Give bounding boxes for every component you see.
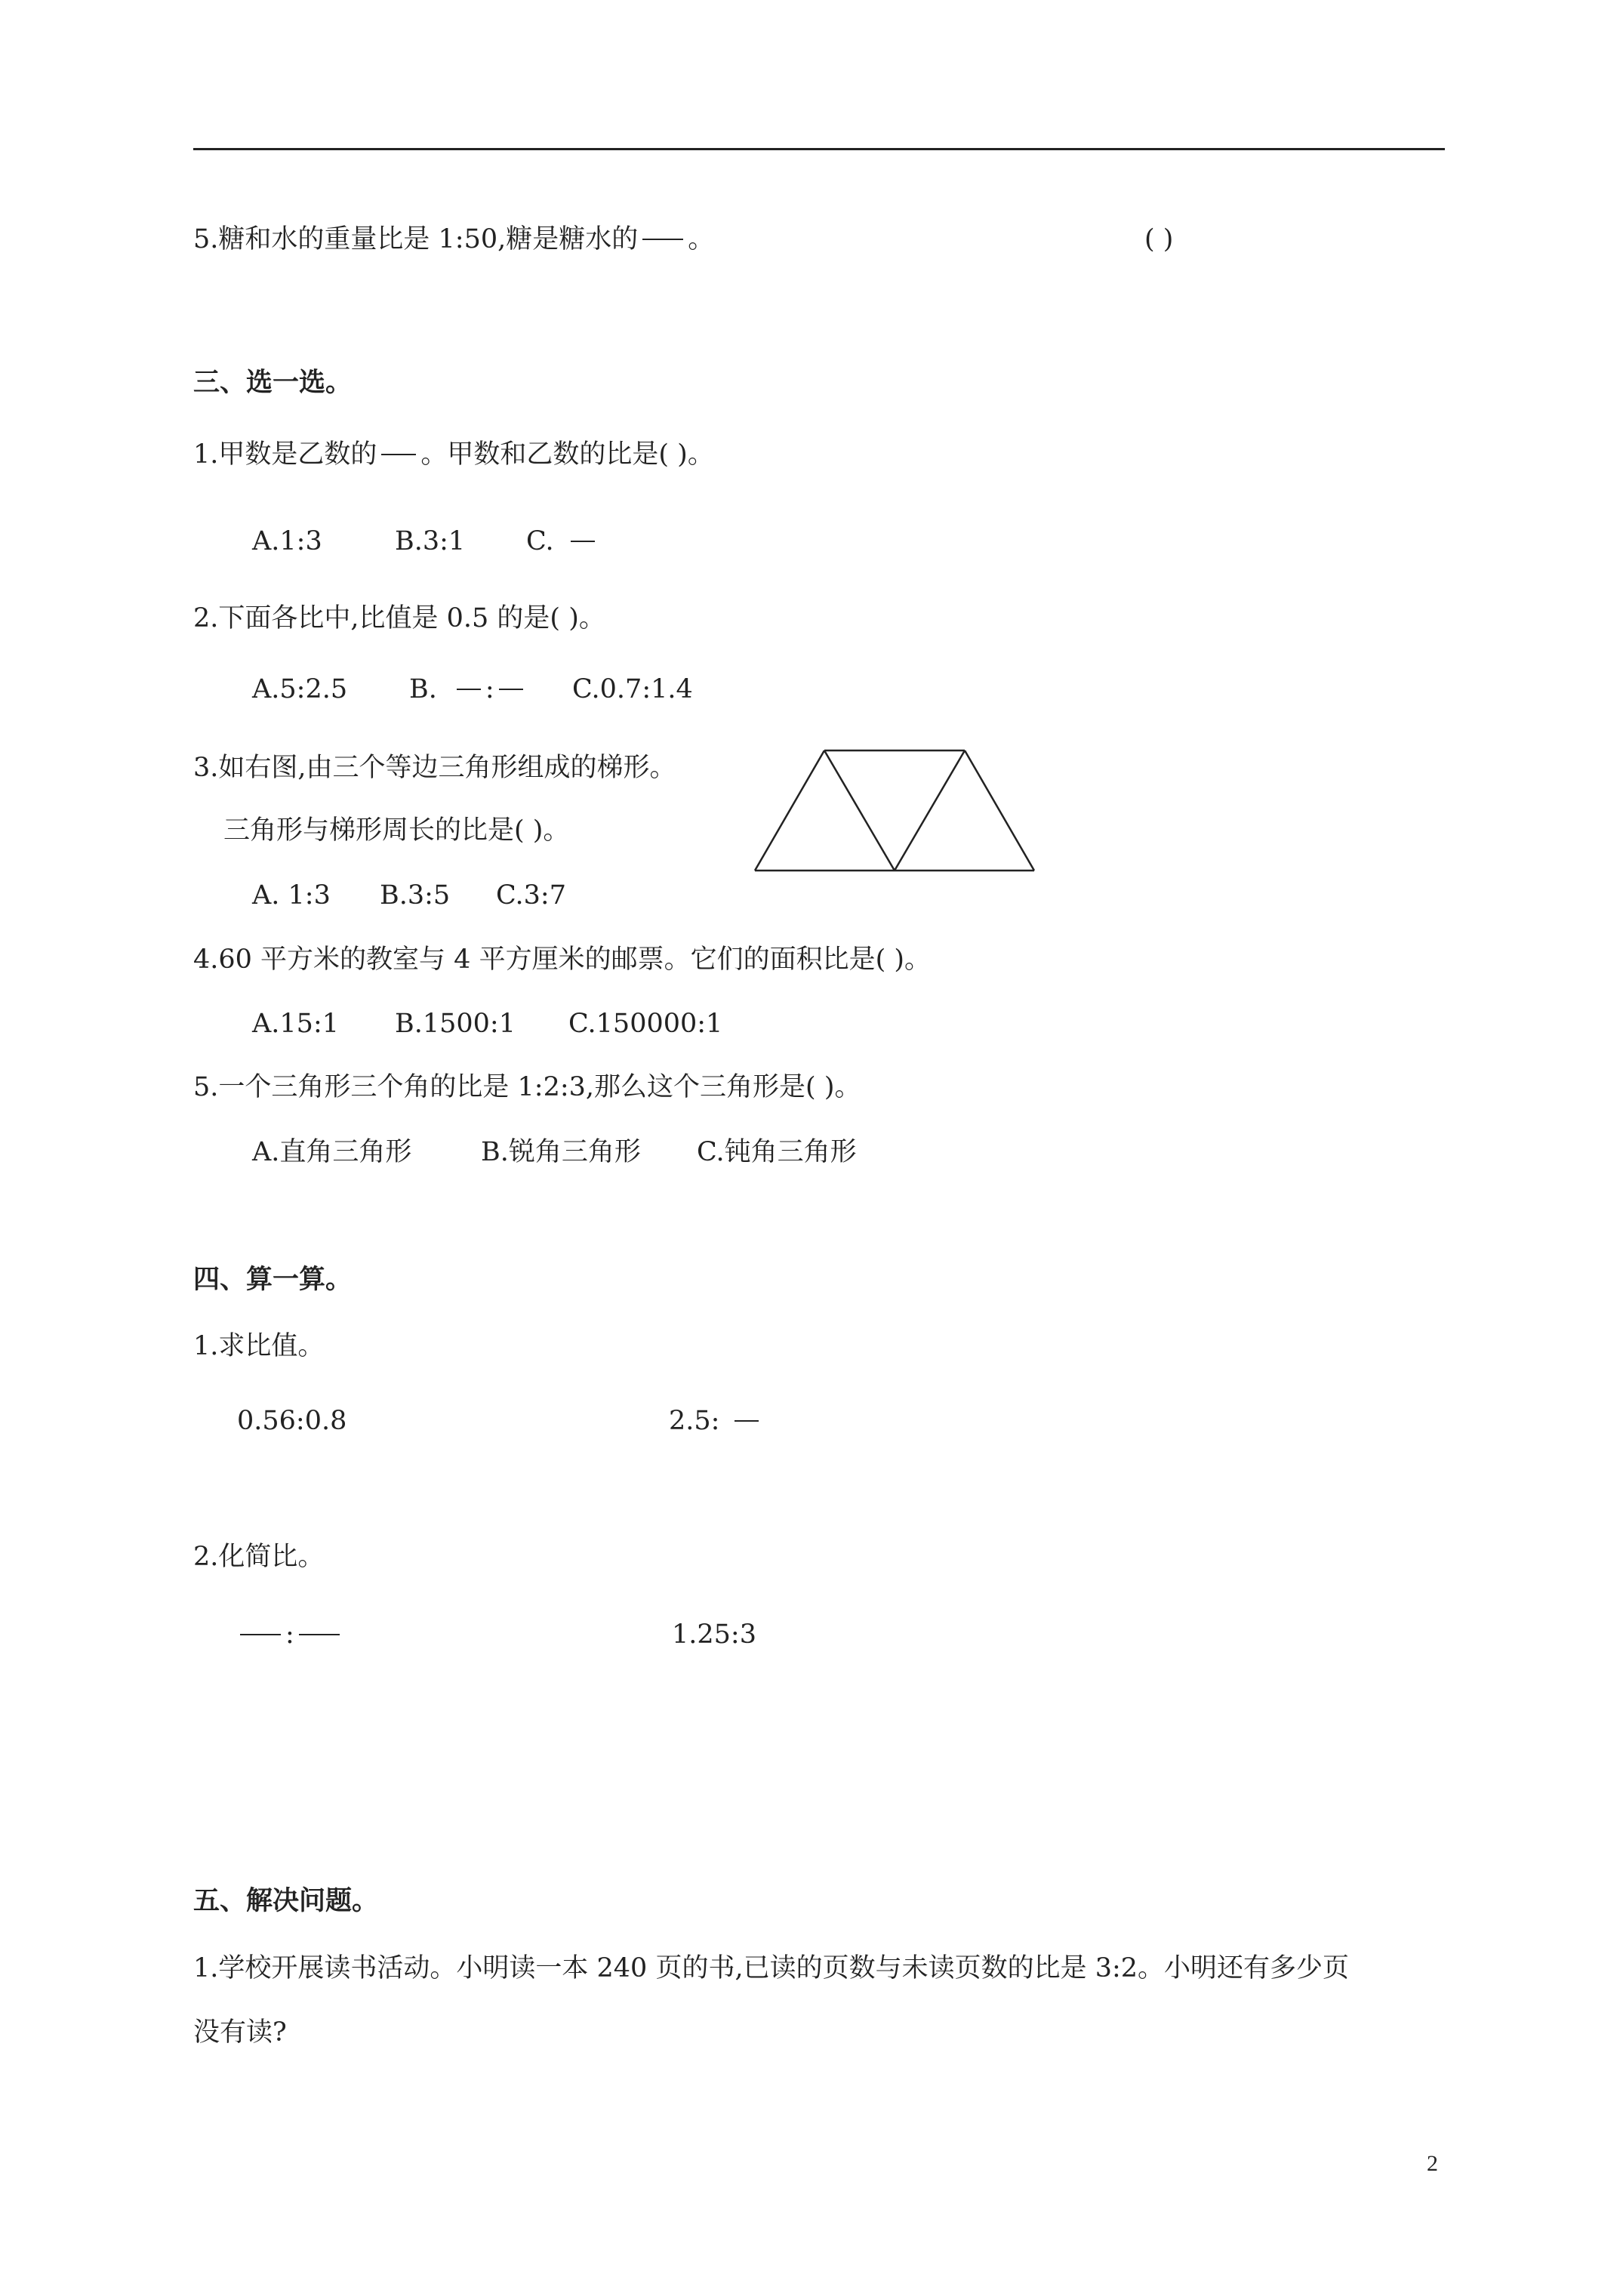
section-title: 三、选一选。 xyxy=(193,367,353,398)
part3-q5: 5.一个三角形三个角的比是 1:2:3,那么这个三角形是( )。 xyxy=(193,1072,861,1102)
trapezoid-figure xyxy=(752,747,1043,874)
option-c: C.0.7:1.4 xyxy=(572,674,693,704)
part3-q1 xyxy=(193,436,714,473)
option-b: B.3:1 xyxy=(395,526,466,556)
fraction-blank xyxy=(499,689,523,690)
ratio-colon: : xyxy=(485,674,494,704)
ratio-colon: : xyxy=(285,1620,294,1650)
section-title: 四、算一算。 xyxy=(193,1264,353,1295)
option-a: A.5:2.5 xyxy=(252,674,348,704)
part5-q1-line2: 没有读? xyxy=(193,2017,287,2048)
expression: 1.25:3 xyxy=(672,1620,756,1650)
part4-q1-title: 1.求比值。 xyxy=(193,1331,325,1361)
option-b: B.3:5 xyxy=(380,880,451,911)
triangle-divider-right xyxy=(895,750,965,871)
option-b xyxy=(409,671,528,707)
expression xyxy=(669,1403,763,1439)
page-number: 2 xyxy=(1427,2151,1438,2176)
part3-q1-tail: 。甲数和乙数的比是( )。 xyxy=(420,439,714,470)
answer-paren: ( ) xyxy=(1144,224,1174,254)
option-a: A. 1:3 xyxy=(252,880,331,911)
fraction-blank xyxy=(642,239,683,240)
trapezoid-left-edge xyxy=(755,750,824,871)
option-b: B.锐角三角形 xyxy=(481,1137,641,1167)
expression: 0.56:0.8 xyxy=(237,1406,347,1436)
expression xyxy=(240,1616,344,1653)
trapezoid-right-edge xyxy=(965,750,1034,871)
option-c: C.150000:1 xyxy=(568,1009,723,1039)
part3-q1-text: 1.甲数是乙数的 xyxy=(193,439,377,470)
option-c: C.3:7 xyxy=(496,880,566,911)
option-b-label: B. xyxy=(409,674,437,704)
section-title: 五、解决问题。 xyxy=(193,1885,379,1916)
part3-q3-line1: 3.如右图,由三个等边三角形组成的梯形。 xyxy=(193,753,676,783)
option-b: B.1500:1 xyxy=(395,1009,516,1039)
option-a: A.直角三角形 xyxy=(252,1137,412,1167)
part3-q2: 2.下面各比中,比值是 0.5 的是( )。 xyxy=(193,603,605,633)
fraction-blank xyxy=(381,454,416,455)
part3-q3-line2: 三角形与梯形周长的比是( )。 xyxy=(223,815,570,846)
fraction-blank xyxy=(240,1634,281,1635)
expression-text: 2.5: xyxy=(669,1406,720,1436)
part5-q1-line1: 1.学校开展读书活动。小明读一本 240 页的书,已读的页数与未读页数的比是 3:2。小明还有多少页 xyxy=(193,1953,1350,1983)
option-c-label: C. xyxy=(526,526,554,556)
part4-q2-title: 2.化简比。 xyxy=(193,1542,325,1572)
option-a: A.1:3 xyxy=(252,526,322,556)
part2-q5-text: 5.糖和水的重量比是 1:50,糖是糖水的 xyxy=(193,224,639,254)
part3-q4: 4.60 平方米的教室与 4 平方厘米的邮票。它们的面积比是( )。 xyxy=(193,945,932,975)
part2-q5-tail: 。 xyxy=(688,224,715,254)
fraction-blank xyxy=(735,1420,759,1422)
fraction-blank xyxy=(571,541,595,542)
header-rule xyxy=(193,148,1445,150)
fraction-blank xyxy=(457,689,481,690)
triangle-divider-left xyxy=(824,750,895,871)
option-c: C.钝角三角形 xyxy=(697,1137,857,1167)
fraction-blank xyxy=(299,1634,340,1635)
option-c xyxy=(526,523,599,559)
option-a: A.15:1 xyxy=(252,1009,339,1039)
part2-q5 xyxy=(193,221,714,257)
